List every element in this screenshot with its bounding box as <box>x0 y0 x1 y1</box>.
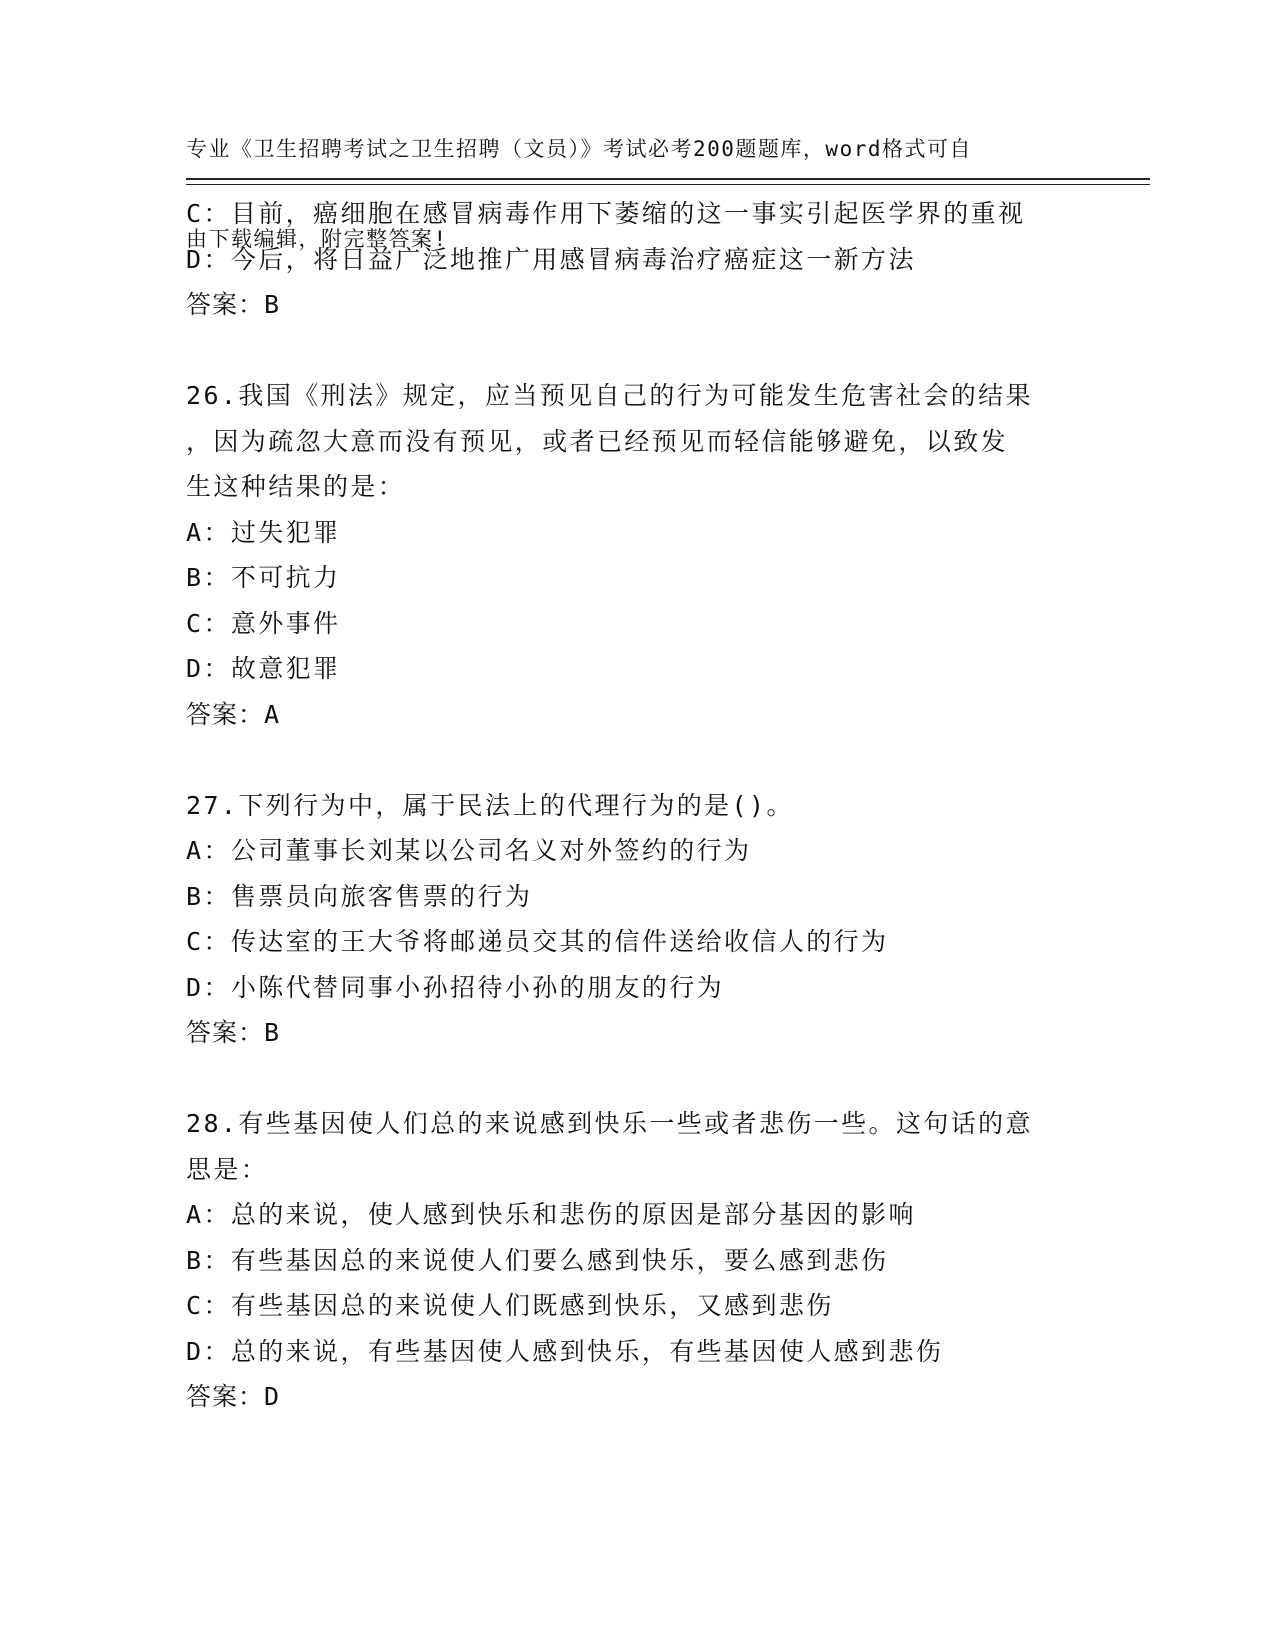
question-stem-line: ，因为疏忽大意而没有预见，或者已经预见而轻信能够避免，以致发 <box>186 426 1009 456</box>
option-c: C：意外事件 <box>186 608 341 638</box>
option-c: C：传达室的王大爷将邮递员交其的信件送给收信人的行为 <box>186 927 889 956</box>
answer-line: 答案：D <box>186 1382 281 1411</box>
question-stem-line: 思是： <box>186 1154 269 1184</box>
option-d: D：故意犯罪 <box>186 654 341 683</box>
option-d: D：总的来说，有些基因使人感到快乐，有些基因使人感到悲伤 <box>186 1336 944 1366</box>
spacer <box>186 1056 1086 1102</box>
option-b: B：售票员向旅客售票的行为 <box>186 881 533 911</box>
spacer <box>186 737 1086 783</box>
option-c: C：有些基因总的来说使人们既感到快乐，又感到悲伤 <box>186 1291 834 1320</box>
answer-line: 答案：B <box>186 1018 281 1047</box>
option-a: A：过失犯罪 <box>186 517 341 547</box>
option-d: D：今后，将日益广泛地推广用感冒病毒治疗癌症这一新方法 <box>186 244 916 274</box>
option-a: A：总的来说，使人感到快乐和悲伤的原因是部分基因的影响 <box>186 1200 916 1229</box>
header-rule-thick <box>186 178 1150 180</box>
option-d: D：小陈代替同事小孙招待小孙的朋友的行为 <box>186 972 725 1002</box>
question-25-continued <box>186 191 1086 328</box>
option-c: C：目前，癌细胞在感冒病毒作用下萎缩的这一事实引起医学界的重视 <box>186 199 1026 228</box>
document-body <box>186 191 1086 1420</box>
question-27 <box>186 783 1086 1056</box>
option-b: B：有些基因总的来说使人们要么感到快乐，要么感到悲伤 <box>186 1245 889 1275</box>
question-stem-line: 生这种结果的是： <box>186 472 406 501</box>
header-rule-thin <box>186 184 1150 185</box>
answer-line: 答案：A <box>186 699 281 729</box>
question-stem-line: 26.我国《刑法》规定，应当预见自己的行为可能发生危害社会的结果 <box>186 381 1033 410</box>
question-stem-line: 28.有些基因使人们总的来说感到快乐一些或者悲伤一些。这句话的意 <box>186 1109 1033 1138</box>
spacer <box>186 328 1086 374</box>
option-a: A：公司董事长刘某以公司名义对外签约的行为 <box>186 836 752 865</box>
answer-line: 答案：B <box>186 290 281 319</box>
header-line-1: 专业《卫生招聘考试之卫生招聘（文员）》考试必考200题题库，word格式可自 <box>186 137 972 161</box>
option-b: B：不可抗力 <box>186 563 341 592</box>
question-26 <box>186 373 1086 737</box>
question-28 <box>186 1101 1086 1420</box>
header-line-2: 由下载编辑，附完整答案! <box>186 227 448 251</box>
question-stem-line: 27.下列行为中，属于民法上的代理行为的是()。 <box>186 790 794 820</box>
